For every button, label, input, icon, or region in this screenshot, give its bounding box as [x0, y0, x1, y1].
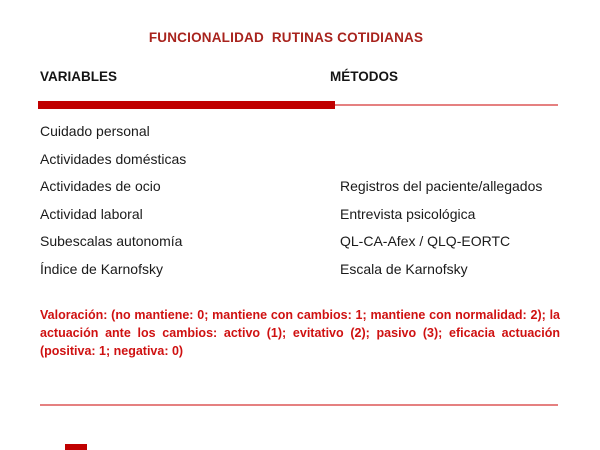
footer-divider-line: [40, 404, 558, 406]
method-cell: [340, 146, 560, 174]
method-cell: QL-CA-Afex / QLQ-EORTC: [340, 233, 511, 249]
table-row: [40, 173, 560, 201]
table-row: [40, 201, 560, 229]
variable-cell: Subescalas autonomía: [40, 233, 183, 249]
variables-methods-table: [40, 118, 560, 283]
slide-corner-accent: [65, 444, 87, 450]
variable-cell: Índice de Karnofsky: [40, 260, 163, 277]
header-divider-bar: [38, 101, 335, 109]
valoracion-note: Valoración: (no mantiene: 0; mantiene con cambios: 1; mantiene con normalidad: 2); la actuación ante los cambios: activo (1); evitativo (2); pasivo (3); eficacia actuación (positiva: 1; negativa: 0): [40, 308, 560, 358]
method-cell: Escala de Karnofsky: [340, 260, 468, 277]
method-cell: Registros del paciente/allegados: [340, 178, 543, 194]
method-cell: Entrevista psicológica: [340, 205, 476, 222]
table-row: [40, 118, 560, 146]
header-divider-thin-line: [335, 104, 558, 106]
column-header-variables: VARIABLES: [40, 69, 118, 84]
variable-cell: Cuidado personal: [40, 123, 150, 139]
table-row: [40, 256, 560, 284]
column-header-metodos: MÉTODOS: [330, 69, 399, 84]
variable-cell: Actividades domésticas: [40, 150, 187, 167]
method-cell: [340, 118, 560, 146]
table-row: [40, 146, 560, 174]
slide-title: FUNCIONALIDAD RUTINAS COTIDIANAS: [148, 30, 424, 45]
variable-cell: Actividades de ocio: [40, 178, 161, 194]
variable-cell: Actividad laboral: [40, 205, 143, 222]
table-row: [40, 228, 560, 256]
